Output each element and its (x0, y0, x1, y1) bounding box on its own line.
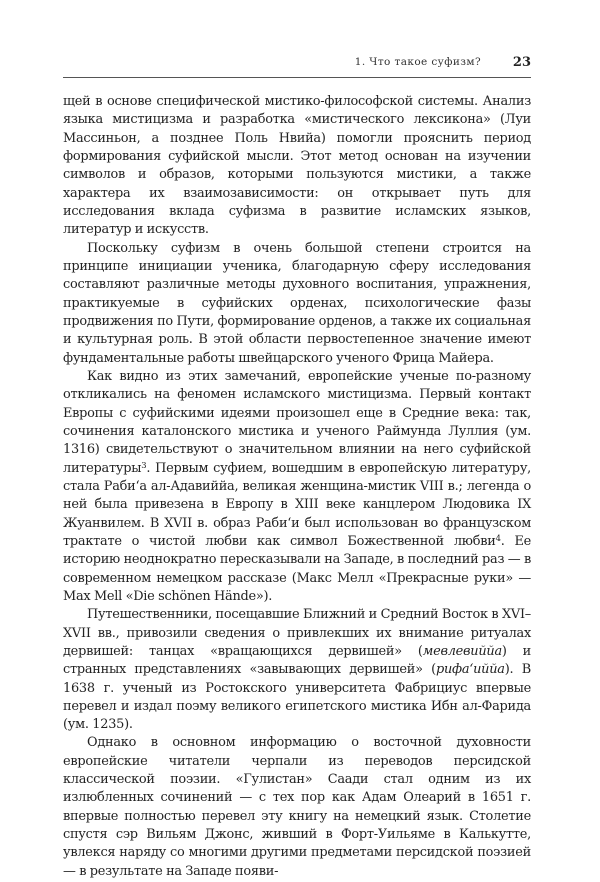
term-rifaiyya: рифа‘иййа (435, 662, 505, 678)
footnote-ref-3[interactable]: 3 (141, 459, 147, 470)
page-number: 23 (512, 55, 531, 70)
running-head (63, 55, 531, 73)
paragraph-5: Однако в основном информацию о восточной духовности европейские читатели черпали из переводов персидской классической поэзии. «Гулистан» Саади стал одним из их излюбленных сочинений — с тех пор как Адам Олеарий в 1651 г. впервые полностью перевел эту книгу на немецкий язык. Столетие спустя сэр Вильям Джонс, живший в Форт-Уильяме в Калькутте, увлекся наряду со многими другими предметами персидской поэзией — в результате на Западе появи- (63, 735, 531, 879)
chapter-title: 1. Что такое суфизм? (354, 56, 481, 68)
term-mevleviyya: мевлевиййа (422, 643, 502, 659)
body-text (63, 93, 531, 881)
header-rule (63, 77, 531, 78)
paragraph-4: Путешественники, посещавшие Ближний и Средний Восток в XVI–XVII вв., привозили сведения о привлекших их внимание ритуалах дервишей: танцах «вращающихся дервишей» (мевлевиййа) и странных представлениях «завывающих дервишей» (рифа‘иййа). В 1638 г. ученый из Ростокского университета Фабрициус впервые перевел и издал поэму великого египетского мистика Ибн ал-Фарида (ум. 1235). (63, 607, 532, 733)
paragraph-2: Поскольку суфизм в очень большой степени строится на принципе инициации ученика, благодарную сферу исследования составляют различные методы духовного воспитания, упражнения, практикуемые в суфийских орденах, психологические фазы продвижения по Пути, формирование орденов, а также их социальная и культурная роль. В этой области первостепенное значение имеют фундаментальные работы швейцарского ученого Фрица Майера. (63, 240, 531, 366)
footnote-ref-4[interactable]: 4 (495, 533, 501, 544)
paragraph-3: Как видно из этих замечаний, европейские ученые по-разному откликались на феномен исламского мистицизма. Первый контакт Европы с суфийскими идеями произошел еще в Средние века: так, сочинения каталонского мистика и ученого Раймунда Луллия (ум. 1316) свидетельствуют о значительном влиянии на него суфийской литературы$^3$. Первым суфием, вошедшим в европейскую литературу, стала Раби‘а ал-Адавиййа, великая женщина-мистик VIII в.; легенда о ней была привезена в Европу в XIII веке канцлером Людовика IX Жуанвилем. В XVII в. образ Раби‘и был использован во французском трактате о чистой любви как символ Божественной любви$^4$. Ее историю неоднократно пересказывали на Западе, в последний раз — в современном немецком рассказе (Макс Мелл «Прекрасные руки» — Max Mell «Die schönen Hände»). (63, 368, 531, 604)
paragraph-1: щей в основе специфической мистико-философской системы. Анализ языка мистицизма и разработка «мистического лексикона» (Луи Массиньон, а позднее Поль Нвийа) помогли прояснить период формирования суфийской мысли. Этот метод основан на изучении символов и образов, которыми пользуются мистики, а также характера их взаимозависимости: он открывает путь для исследования вклада суфизма в развитие исламских языков, литератур и искусств. (63, 94, 531, 238)
